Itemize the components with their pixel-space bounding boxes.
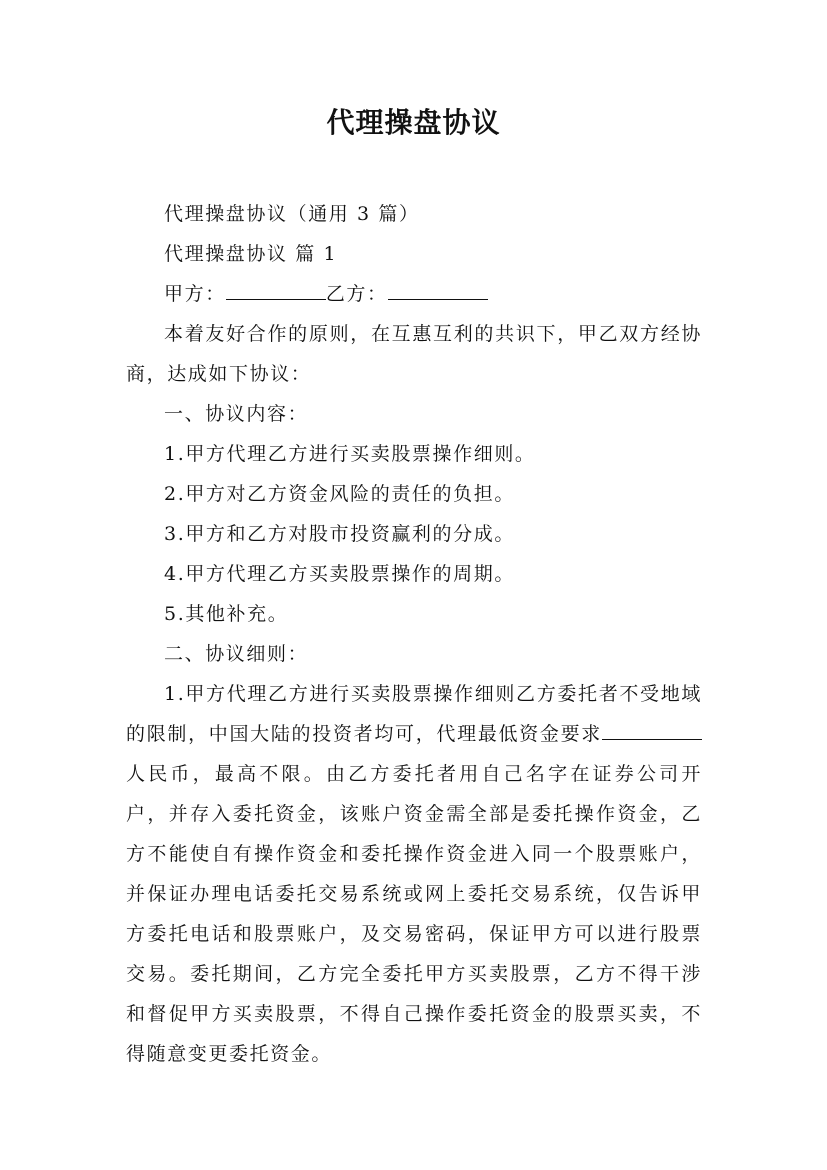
party-b-blank <box>388 282 488 300</box>
document-title: 代理操盘协议 <box>326 106 501 139</box>
paragraph-item-4: 4.甲方代理乙方买卖股票操作的周期。 <box>164 563 515 585</box>
party-a-blank <box>226 282 326 300</box>
paragraph-item-3: 3.甲方和乙方对股市投资赢利的分成。 <box>164 523 515 545</box>
paragraph-subtitle: 代理操盘协议（通用 3 篇） <box>164 203 420 225</box>
paragraph-detail-1 <box>126 674 702 1074</box>
paragraph-parties <box>126 274 702 314</box>
party-a-label: 甲方： <box>164 283 226 305</box>
detail-1-text-b: 人民币，最高不限。由乙方委托者用自己名字在证券公司开户，并存入委托资金，该账户资金需全部是委托操作资金，乙方不能使自有操作资金和委托操作资金进入同一个股票账户，并保证办理电话委托交易系统或网上委托交易系统，仅告诉甲方委托电话和股票账户，及交易密码，保证甲方可以进行股票交易。委托期间，乙方完全委托甲方买卖股票，乙方不得干涉和督促甲方买卖股票，不得自己操作委托资金的股票买卖，不得随意变更委托资金。 <box>126 763 702 1065</box>
paragraph-section-heading: 代理操盘协议 篇 1 <box>164 243 338 265</box>
paragraph-heading-details: 二、协议细则： <box>164 643 309 665</box>
detail-1-text-a: 1.甲方代理乙方进行买卖股票操作细则乙方委托者不受地域的限制，中国大陆的投资者均可，代理最低资金要求 <box>126 683 702 745</box>
paragraph-item-5: 5.其他补充。 <box>164 603 289 625</box>
document-body <box>126 194 702 1074</box>
minimum-funds-blank <box>602 722 702 740</box>
paragraph-item-1: 1.甲方代理乙方进行买卖股票操作细则。 <box>164 443 536 465</box>
paragraph-heading-content: 一、协议内容： <box>164 403 309 425</box>
paragraph-item-2: 2.甲方对乙方资金风险的责任的负担。 <box>164 483 515 505</box>
party-b-label: 乙方： <box>325 283 388 305</box>
paragraph-preamble: 本着友好合作的原则，在互惠互利的共识下，甲乙双方经协商，达成如下协议： <box>126 323 702 385</box>
